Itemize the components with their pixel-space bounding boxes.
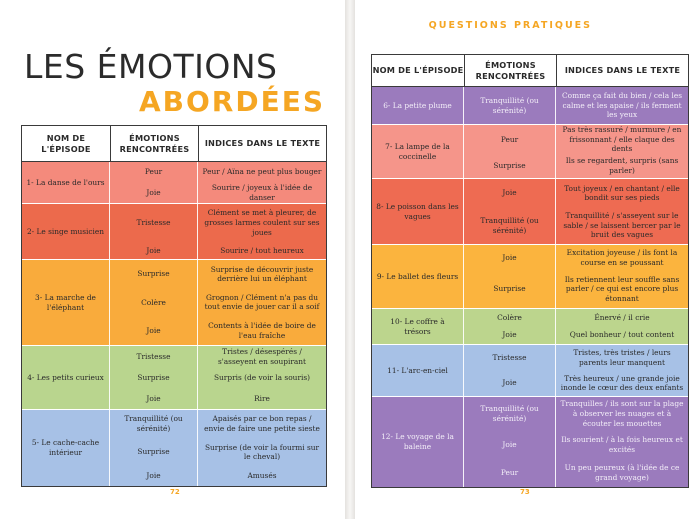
emotion-cell: Surprise (110, 367, 198, 388)
table-row-episode-5 (22, 410, 326, 486)
indice-cell: Ils retiennent leur souffle sans parler / ce qui est encore plus étonnant (564, 274, 680, 303)
emotion-row (110, 162, 326, 183)
emotion-cell: Joie (464, 245, 556, 270)
table-row-episode-9 (372, 245, 688, 309)
indice-cell: Rire (254, 393, 270, 403)
indice-cell: Apaisés par ce bon repas / envie de faire une petite sieste (204, 414, 320, 434)
emotion-cell: Tranquillité (ou sérénité) (464, 397, 556, 431)
emotion-row (464, 207, 688, 244)
episode-name: 12- Le voyage de la baleine (372, 397, 464, 487)
page-number-left: 72 (170, 488, 180, 496)
emotion-cell: Tristesse (464, 345, 556, 371)
episode-name: 9- Le ballet des fleurs (372, 245, 464, 308)
emotion-row (464, 397, 688, 431)
indice-cell: Tout joyeux / en chantant / elle bondit sur ses pieds (564, 183, 680, 203)
indice-cell: Quel bonheur / tout content (569, 330, 675, 340)
episode-name: 2- Le singe musicien (22, 204, 110, 259)
indice-cell: Surprise de découvrir juste derrière lui un éléphant (210, 264, 314, 284)
running-head: QUESTIONS PRATIQUES (428, 20, 592, 31)
emotion-row (464, 154, 688, 178)
table-row-episode-12 (372, 397, 688, 487)
table-header (22, 126, 326, 162)
indice-cell: Tristes, très tristes / leurs parents leur manquent (573, 348, 671, 367)
episode-name: 8- Le poisson dans les vagues (372, 179, 464, 244)
emotion-cell: Tristesse (110, 346, 198, 367)
left-page (0, 0, 345, 519)
table-row-episode-3 (22, 260, 326, 346)
indice-cell: Ils sourient / à la fois heureux et excités (561, 435, 683, 454)
emotion-row (110, 204, 326, 242)
emotion-cell: Surprise (110, 260, 198, 288)
emotion-cell: Tranquillité (ou sérénité) (464, 207, 556, 244)
emotion-row (464, 431, 688, 459)
emotion-row (110, 288, 326, 316)
table-header (372, 55, 688, 87)
emotion-row (464, 345, 688, 371)
emotion-row (110, 242, 326, 259)
emotion-row (464, 125, 688, 154)
emotion-row (464, 371, 688, 397)
page-title-line1: LES ÉMOTIONS (24, 47, 278, 86)
table-row-episode-2 (22, 204, 326, 260)
indice-cell: Tranquillité / s'asseyent sur le sable / se laissent bercer par le bruit des vagues (563, 211, 681, 240)
indice-cell: Très heureux / une grande joie inonde le cœur des deux enfants (560, 373, 684, 393)
emotion-cell: Surprise (464, 154, 556, 178)
emotions-table-right (371, 54, 689, 488)
emotion-cell: Joie (464, 179, 556, 207)
header-episode: NOM DE L'ÉPISODE (372, 65, 464, 76)
indice-cell: Grognon / Clément n'a pas du tout envie de jouer car il a soif (204, 292, 320, 312)
episode-name: 10- Le coffre à trésors (372, 309, 464, 344)
table-row-episode-4 (22, 346, 326, 410)
emotion-row (110, 388, 326, 409)
page-number-right: 73 (520, 488, 530, 496)
emotion-cell: Joie (110, 242, 198, 259)
indice-cell: Pas très rassuré / murmure / en frissonnant / elle claque des dents (562, 125, 682, 154)
indice-cell: Tristes / désespérés / s'asseyent en soupirant (217, 346, 307, 366)
header-episode: NOM DE L'ÉPISODE (41, 133, 91, 154)
table-row-episode-11 (372, 345, 688, 397)
table-row-episode-8 (372, 179, 688, 245)
indice-cell: Clément se met à pleurer, de grosses larmes coulent sur ses joues (204, 208, 320, 237)
emotion-row (110, 367, 326, 388)
emotion-row (464, 179, 688, 207)
episode-name: 7- La lampe de la coccinelle (372, 125, 464, 178)
emotion-cell: Colère (464, 309, 556, 327)
emotion-row (110, 466, 326, 486)
episode-name: 6- La petite plume (372, 87, 464, 124)
emotion-row (464, 245, 688, 270)
emotion-cell: Tranquillité (ou sérénité) (110, 410, 198, 438)
indice-cell: Peur / Aïna ne peut plus bouger (202, 167, 322, 177)
indice-cell: Énervé / il crie (594, 312, 650, 322)
emotion-cell: Tranquillité (ou sérénité) (464, 87, 556, 124)
table-row-episode-7 (372, 125, 688, 179)
emotion-cell: Joie (110, 388, 198, 409)
header-indices: INDICES DANS LE TEXTE (556, 55, 688, 86)
emotions-table-left (21, 125, 327, 487)
emotion-row (464, 459, 688, 487)
episode-name: 4- Les petits curieux (22, 346, 110, 409)
emotion-cell: Surprise (464, 270, 556, 308)
emotion-row (110, 346, 326, 367)
indice-cell: Excitation joyeuse / ils font la course en se poussant (566, 247, 678, 267)
indice-cell: Un peu peureux (à l'idée de ce grand voyage) (564, 463, 680, 482)
page-title-line2: ABORDÉES (138, 85, 325, 118)
indice-cell: Tranquilles / ils sont sur la plage à observer les nuages et à écouter les mouettes (560, 399, 684, 428)
emotion-cell: Joie (464, 371, 556, 397)
emotion-cell: Tristesse (110, 204, 198, 242)
emotion-cell: Joie (110, 466, 198, 486)
header-emotions: ÉMOTIONS RENCONTRÉES (110, 126, 198, 161)
emotion-cell: Joie (464, 327, 556, 345)
indice-cell: Surprise (de voir la fourmi sur le cheval) (204, 442, 320, 462)
emotion-row (464, 327, 688, 345)
emotion-cell: Colère (110, 288, 198, 316)
emotion-cell: Surprise (110, 438, 198, 466)
emotion-row (110, 317, 326, 345)
indice-cell: Sourire / joyeux à l'idée de danser (211, 183, 313, 202)
emotion-row (110, 183, 326, 204)
emotion-row (110, 260, 326, 288)
indice-cell: Amusés (247, 471, 277, 481)
indice-cell: Ils se regardent, surpris (sans parler) (565, 156, 679, 175)
header-emotions: ÉMOTIONS RENCONTRÉES (464, 55, 556, 86)
table-row-episode-6 (372, 87, 688, 125)
table-row-episode-1 (22, 162, 326, 204)
emotion-cell: Joie (464, 431, 556, 459)
emotion-cell: Peur (110, 162, 198, 183)
emotion-row (110, 410, 326, 438)
header-indices: INDICES DANS LE TEXTE (198, 126, 326, 161)
episode-name: 11- L'arc-en-ciel (372, 345, 464, 396)
episode-name: 1- La danse de l'ours (22, 162, 110, 203)
right-page (355, 0, 700, 519)
emotion-cell: Joie (110, 317, 198, 345)
emotion-row (464, 270, 688, 308)
emotion-cell: Peur (464, 125, 556, 154)
episode-name: 3- La marche de l'éléphant (22, 260, 110, 345)
indice-cell: Contents à l'idée de boire de l'eau fraîche (208, 321, 316, 340)
emotion-cell: Peur (464, 459, 556, 487)
emotion-row (464, 309, 688, 327)
book-gutter (345, 0, 355, 519)
emotion-cell: Joie (110, 183, 198, 204)
emotion-row (110, 438, 326, 466)
table-row-episode-10 (372, 309, 688, 345)
indice-cell: Surpris (de voir la souris) (213, 372, 311, 382)
emotion-row (464, 87, 688, 124)
indice-cell: Comme ça fait du bien / cela les calme et les apaise / ils ferment les yeux (562, 91, 682, 120)
episode-name: 5- Le cache-cache intérieur (22, 410, 110, 486)
indice-cell: Sourire / tout heureux (220, 245, 304, 255)
